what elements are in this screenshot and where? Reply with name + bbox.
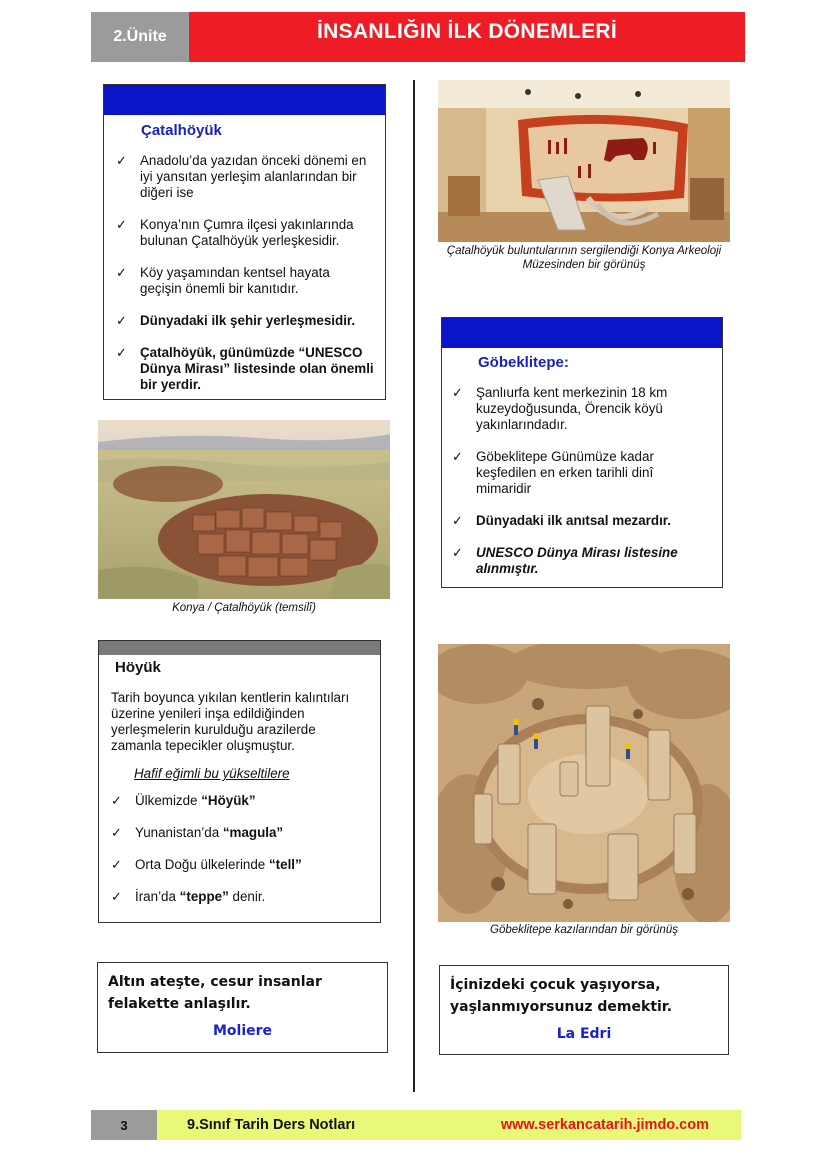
- list-item: ✓ Ülkemizde “Höyük”: [111, 793, 256, 808]
- catalhoyuk-box: [103, 84, 386, 400]
- quote-box-left: [97, 962, 388, 1053]
- footer-url-link[interactable]: www.serkancatarih.jimdo.com: [500, 1117, 709, 1133]
- list-item: ✓ Yunanistan’da “magula”: [111, 825, 284, 840]
- check-icon: ✓: [452, 513, 463, 528]
- page-number: 3: [91, 1110, 157, 1140]
- catalhoyuk-title: Çatalhöyük: [141, 122, 222, 139]
- list-item: ✓ Çatalhöyük, günümüzde “UNESCO Dünya Mirası” listesinde olan önemli bir yerdir.: [116, 345, 374, 392]
- page-title: İNSANLIĞIN İLK DÖNEMLERİ: [189, 12, 745, 62]
- check-icon: ✓: [111, 857, 122, 872]
- quote-text: İçinizdeki çocuk yaşıyorsa, yaşlanmıyorsunuz demektir.: [450, 977, 673, 1015]
- check-icon: ✓: [116, 153, 127, 168]
- check-icon: ✓: [452, 545, 463, 560]
- museum-caption: Çatalhöyük buluntularının sergilendiği Konya Arkeoloji Müzesinden bir görünüş: [446, 245, 722, 271]
- catalhoyuk-settlement-image: [98, 420, 390, 599]
- list-item: ✓ Dünyadaki ilk anıtsal mezardır.: [452, 513, 671, 528]
- list-item: ✓ Anadolu’da yazıdan önceki dönemi en iyi yansıtan yerleşim alanlarından bir diğeri ise: [116, 153, 367, 200]
- gobeklitepe-caption: Göbeklitepe kazılarından bir görünüş: [490, 924, 678, 936]
- check-icon: ✓: [111, 825, 122, 840]
- list-item: ✓ UNESCO Dünya Mirası listesine alınmıştır.: [452, 545, 678, 576]
- catalhoyuk-illustration: [98, 420, 390, 599]
- unit-label: 2.Ünite: [91, 12, 189, 62]
- list-item: ✓ Şanlıurfa kent merkezinin 18 km kuzeydoğusunda, Örencik köyü yakınlarındadır.: [452, 385, 668, 432]
- hoyuk-box-band: [99, 641, 380, 655]
- hoyuk-body: Tarih boyunca yıkılan kentlerin kalıntıları üzerine yenileri inşa edildiğinden yerleşmelerin kurulduğu arazilerde zamanla tepecikler oluşmuştur.: [111, 690, 350, 753]
- check-icon: ✓: [116, 345, 127, 360]
- quote-box-right: [439, 965, 729, 1055]
- gobeklitepe-photo: [438, 644, 730, 922]
- list-item: ✓ İran’da “teppe” denir.: [111, 889, 266, 904]
- catalhoyuk-box-band: [104, 85, 385, 115]
- catalhoyuk-caption: Konya / Çatalhöyük (temsilî): [172, 602, 316, 614]
- hoyuk-box: [98, 640, 381, 923]
- list-item: ✓ Dünyadaki ilk şehir yerleşmesidir.: [116, 313, 356, 328]
- quote-author: La Edri: [556, 1026, 612, 1042]
- list-item: ✓ Konya’nın Çumra ilçesi yakınlarında bulunan Çatalhöyük yerleşkesidir.: [116, 217, 354, 248]
- quote-text: Altın ateşte, cesur insanlar felakette anlaşılır.: [108, 974, 322, 1012]
- check-icon: ✓: [452, 449, 463, 464]
- check-icon: ✓: [452, 385, 463, 400]
- gobeklitepe-title: Göbeklitepe:: [478, 354, 569, 371]
- quote-author: Moliere: [212, 1023, 273, 1039]
- gobeklitepe-image: [438, 644, 730, 922]
- museum-image: [438, 80, 730, 242]
- column-divider: [413, 80, 415, 1092]
- list-item: ✓ Orta Doğu ülkelerinde “tell”: [111, 857, 302, 872]
- list-item: ✓ Göbeklitepe Günümüze kadar keşfedilen en erken tarihli dinî mimaridir: [452, 449, 654, 496]
- hoyuk-list: [109, 793, 370, 905]
- hoyuk-title: Höyük: [115, 659, 161, 676]
- gobeklitepe-list: [450, 385, 710, 577]
- hoyuk-subheading: Hafif eğimli bu yükseltilere: [134, 766, 290, 781]
- museum-photo: [438, 80, 730, 242]
- check-icon: ✓: [116, 265, 127, 280]
- footer-bar: [157, 1110, 741, 1140]
- check-icon: ✓: [111, 889, 122, 904]
- check-icon: ✓: [111, 793, 122, 808]
- footer-title: 9.Sınıf Tarih Ders Notları: [187, 1117, 356, 1133]
- check-icon: ✓: [116, 313, 127, 328]
- gobeklitepe-box: [441, 317, 723, 588]
- list-item: ✓ Köy yaşamından kentsel hayata geçişin önemli bir kanıtıdır.: [116, 265, 330, 296]
- gobeklitepe-box-band: [442, 318, 722, 348]
- check-icon: ✓: [116, 217, 127, 232]
- catalhoyuk-list: [114, 153, 375, 393]
